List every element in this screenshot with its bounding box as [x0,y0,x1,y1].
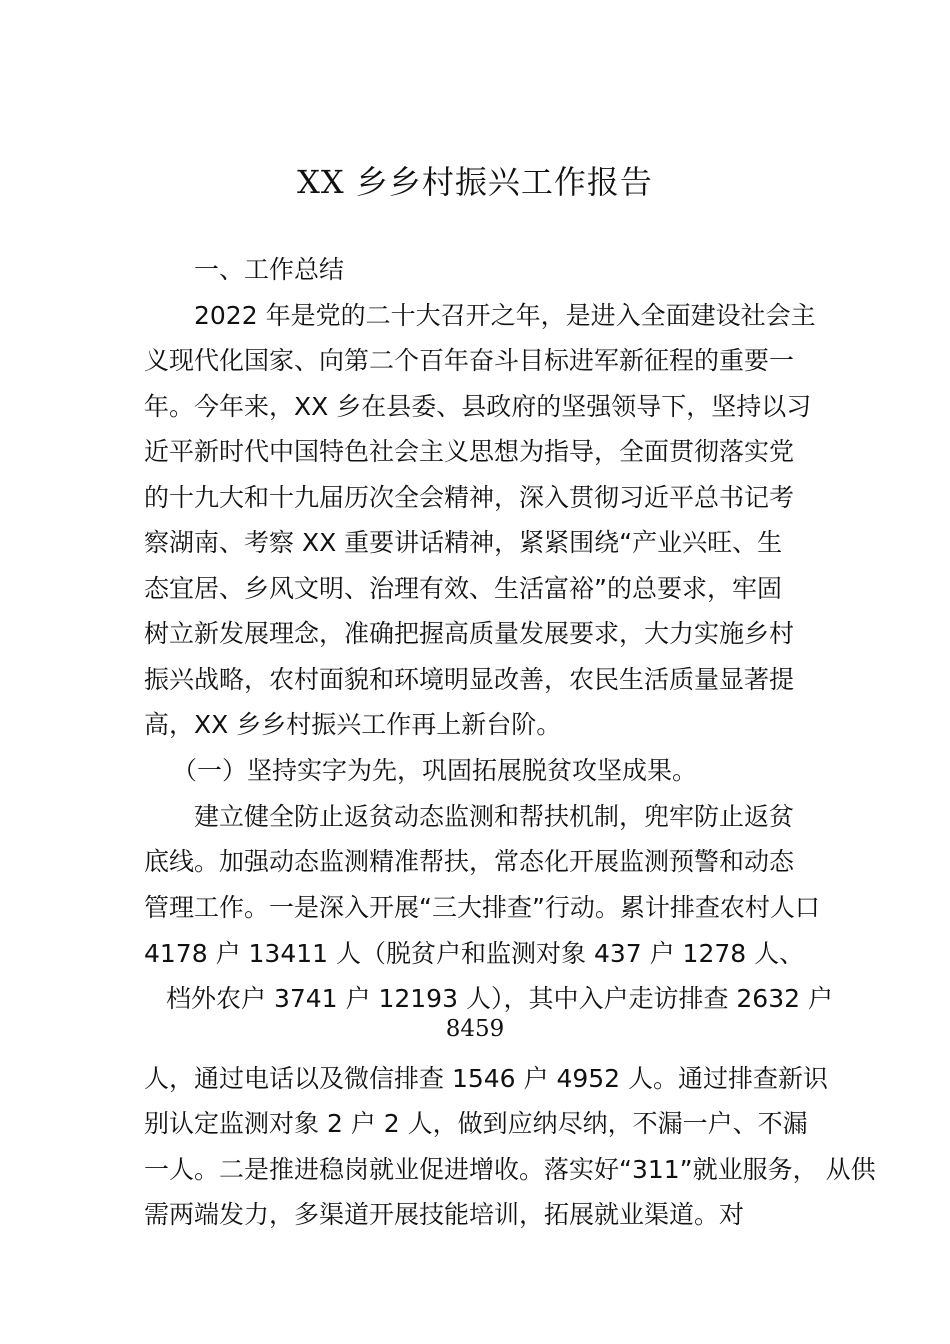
section-heading: 一、工作总结 [194,255,345,284]
paragraph-line: 近平新时代中国特色社会主义思想为指导，全面贯彻落实党 [144,437,795,466]
paragraph-line: 振兴战略，农村面貌和环境明显改善，农民生活质量显著提 [144,665,795,694]
paragraph-line: 人，通过电话以及微信排查 1546 户 4952 人。通过排查新识 [144,1064,829,1093]
paragraph-line: 一人。二是推进稳岗就业促进增收。落实好“311”就业服务， 从供 [144,1155,876,1184]
paragraph-line: 8459 [445,1016,505,1042]
paragraph-line: 底线。加强动态监测精准帮扶，常态化开展监测预警和动态 [144,847,795,876]
paragraph-line: 的十九大和十九届历次全会精神，深入贯彻习近平总书记考 [144,483,795,512]
document-title: XX 乡乡村振兴工作报告 [297,163,653,201]
paragraph-line: 2022 年是党的二十大召开之年，是进入全面建设社会主 [194,301,816,330]
paragraph-line: 需两端发力，多渠道开展技能培训，拓展就业渠道。对 [144,1200,745,1229]
paragraph-line: 档外农户 3741 户 12193 人），其中入户走访排查 2632 户 [166,984,833,1013]
paragraph-line: 察湖南、考察 XX 重要讲话精神，紧紧围绕“产业兴旺、生 [144,528,783,557]
paragraph-line: 管理工作。一是深入开展“三大排查”行动。累计排查农村人口 [144,893,820,922]
paragraph-line: 4178 户 13411 人（脱贫户和监测对象 437 户 1278 人、 [144,939,805,968]
paragraph-line: 建立健全防止返贫动态监测和帮扶机制，兜牢防止返贫 [194,802,795,831]
paragraph-line: 态宜居、乡风文明、治理有效、生活富裕”的总要求，牢固 [144,574,782,603]
paragraph-line: 别认定监测对象 2 户 2 人，做到应纳尽纳，不漏一户、不漏 [144,1109,808,1138]
paragraph-line: 义现代化国家、向第二个百年奋斗目标进军新征程的重要一 [144,346,795,375]
paragraph-line: 树立新发展理念，准确把握高质量发展要求，大力实施乡村 [144,619,795,648]
paragraph-line: 高，XX 乡乡村振兴工作再上新台阶。 [144,710,562,739]
subsection-heading: （一）坚持实字为先，巩固拓展脱贫攻坚成果。 [172,756,698,785]
paragraph-line: 年。今年来，XX 乡在县委、县政府的坚强领导下，坚持以习 [144,392,812,421]
